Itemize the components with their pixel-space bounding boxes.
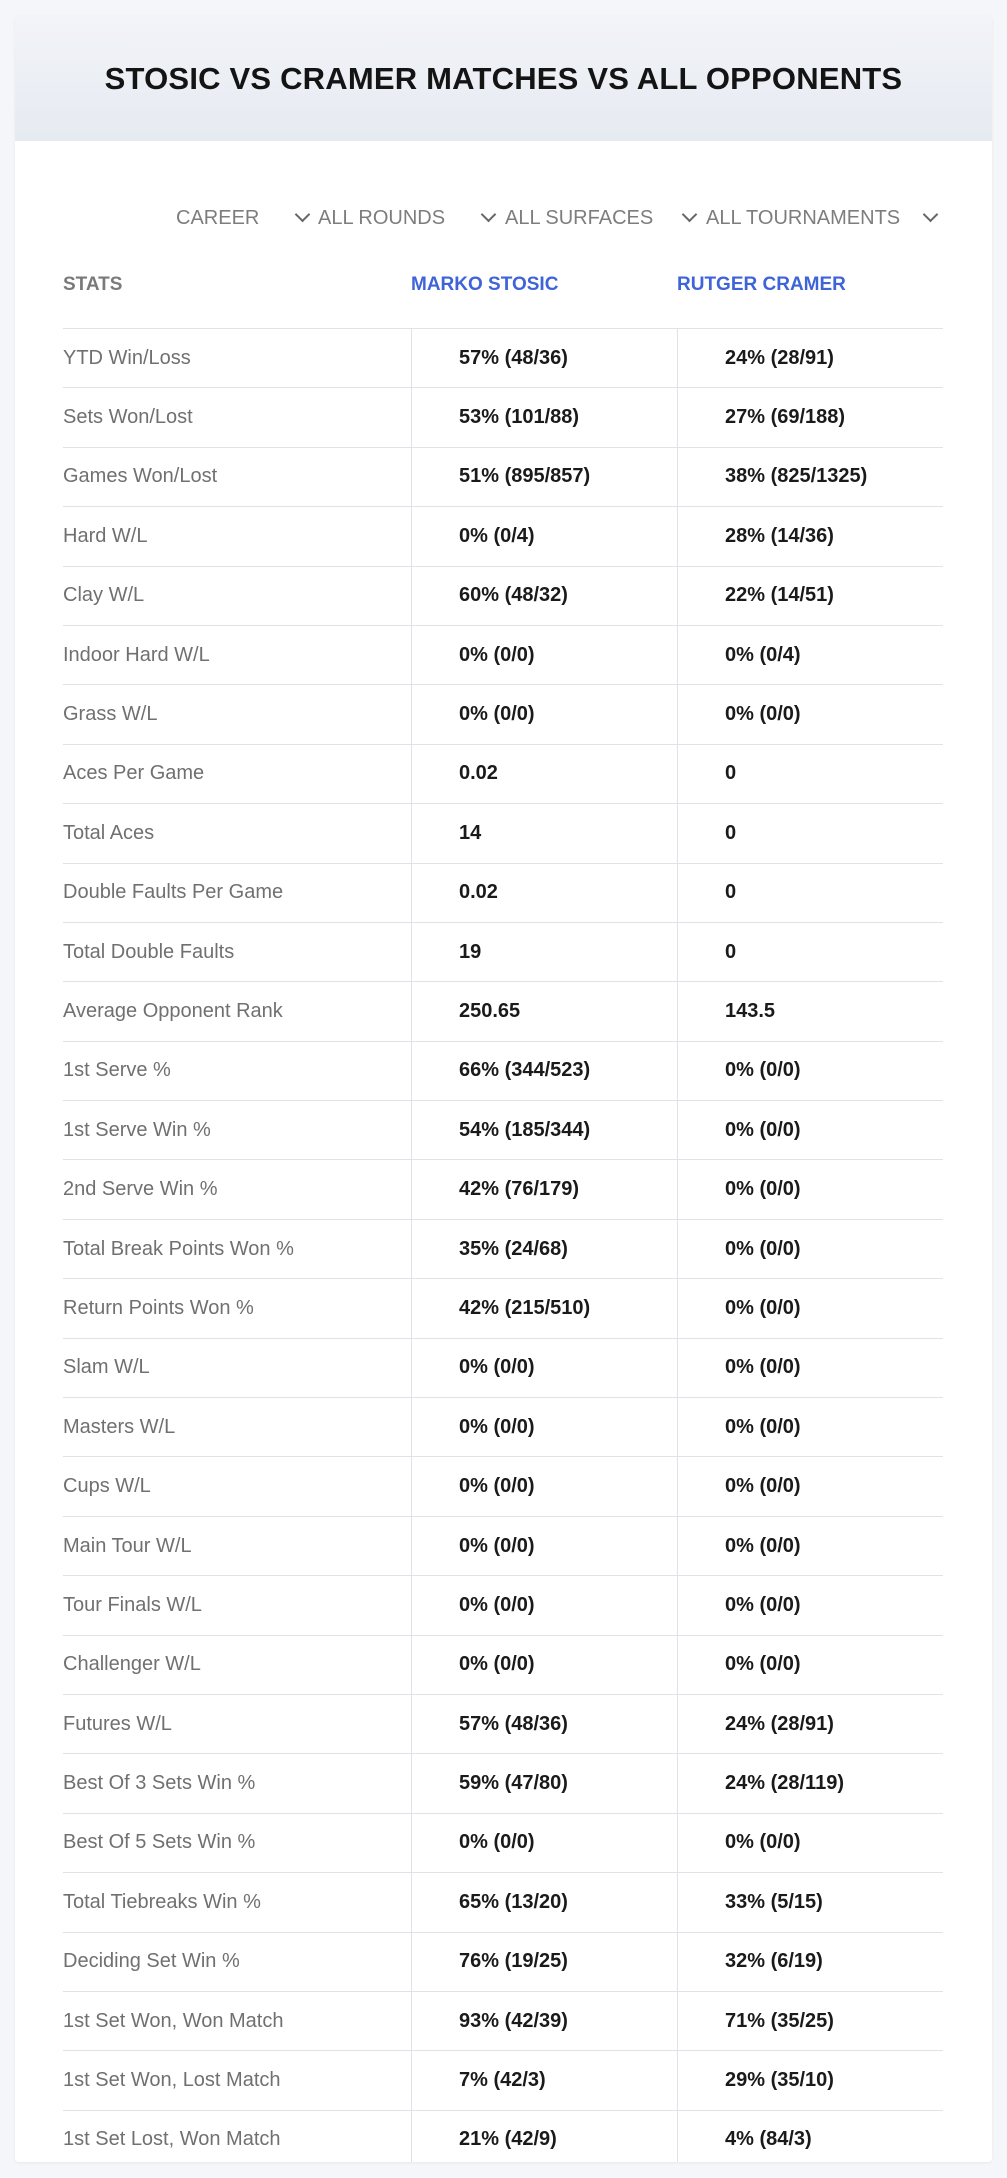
table-row [63,388,943,447]
table-row [63,1339,943,1398]
stat-label: Main Tour W/L [63,1534,192,1557]
player1-value: 0% (0/0) [459,643,535,666]
player2-value: 0 [725,940,737,963]
table-row [63,1279,943,1338]
stat-label: YTD Win/Loss [63,346,191,369]
column-divider [677,567,678,625]
table-row [63,1576,943,1635]
stat-label: Hard W/L [63,524,148,547]
player2-value: 0% (0/0) [725,1475,801,1498]
filter-surfaces[interactable] [505,188,699,248]
table-row [63,1636,943,1695]
table-row [63,745,943,804]
column-divider [411,1814,412,1872]
player1-value: 65% (13/20) [459,1890,568,1913]
player1-value: 59% (47/80) [459,1772,568,1795]
table-row [63,448,943,507]
stat-label: Aces Per Game [63,762,205,785]
stat-label: Grass W/L [63,703,158,726]
table-row [63,923,943,982]
player2-value: 24% (28/91) [725,346,834,369]
player1-value: 0% (0/0) [459,1475,535,1498]
column-divider [411,1457,412,1515]
column-divider [411,2051,412,2109]
column-divider [677,923,678,981]
chevron-down-icon [682,207,698,223]
player2-value: 0% (0/0) [725,1356,801,1379]
stats-card [15,16,992,2162]
table-row [63,1814,943,1873]
chevron-down-icon [295,207,311,223]
column-divider [411,864,412,922]
column-divider [677,1754,678,1812]
column-divider [411,685,412,743]
column-divider [677,1279,678,1337]
player2-value: 38% (825/1325) [725,465,868,488]
column-divider [411,567,412,625]
table-row [63,1873,943,1932]
stat-label: Best Of 5 Sets Win % [63,1831,256,1854]
header-stats: STATS [63,274,123,295]
column-divider [677,1933,678,1991]
stat-label: Clay W/L [63,584,145,607]
player1-value: 0% (0/0) [459,1415,535,1438]
table-row [63,1992,943,2051]
column-divider [411,388,412,446]
column-divider [411,1398,412,1456]
table-row [63,1754,943,1813]
column-divider [677,1814,678,1872]
column-divider [677,1339,678,1397]
filter-surfaces-label: ALL SURFACES [505,206,654,229]
player1-value: 0.02 [459,881,498,904]
player2-value: 33% (5/15) [725,1890,823,1913]
player2-value: 0 [725,762,737,785]
stat-label: Futures W/L [63,1712,172,1735]
column-divider [411,2111,412,2162]
column-divider [677,1398,678,1456]
player1-value: 76% (19/25) [459,1950,568,1973]
table-row [63,329,943,388]
player2-value: 0% (0/0) [725,1118,801,1141]
column-divider [677,329,678,387]
player1-value: 19 [459,940,482,963]
player2-value: 24% (28/119) [725,1772,844,1795]
stat-label: 1st Set Won, Lost Match [63,2069,281,2092]
player1-value: 54% (185/344) [459,1118,591,1141]
stat-label: Average Opponent Rank [63,999,283,1022]
player2-value: 27% (69/188) [725,406,846,429]
column-divider [411,804,412,862]
player1-value: 0% (0/0) [459,1534,535,1557]
column-divider [411,1220,412,1278]
player2-value: 0% (0/0) [725,1831,801,1854]
table-row [63,1933,943,1992]
table-row [63,1398,943,1457]
player2-value: 143.5 [725,999,776,1022]
player1-value: 57% (48/36) [459,1712,568,1735]
player1-value: 60% (48/32) [459,584,568,607]
stat-label: Return Points Won % [63,1296,254,1319]
column-divider [677,1220,678,1278]
column-divider [411,1992,412,2050]
header-player2-link[interactable]: RUTGER CRAMER [677,274,846,295]
column-divider [411,1873,412,1931]
column-divider [411,1279,412,1337]
player1-value: 53% (101/88) [459,406,580,429]
column-divider [411,982,412,1040]
column-divider [677,1517,678,1575]
filter-career-label: CAREER [176,206,260,229]
player1-value: 66% (344/523) [459,1059,591,1082]
player1-value: 0% (0/0) [459,1653,535,1676]
stat-label: 2nd Serve Win % [63,1178,218,1201]
stat-label: Double Faults Per Game [63,881,284,904]
table-row [63,1220,943,1279]
chevron-down-icon [481,207,497,223]
column-divider [677,448,678,506]
column-divider [411,507,412,565]
column-divider [411,329,412,387]
player1-value: 93% (42/39) [459,2009,568,2032]
table-row [63,1695,943,1754]
column-divider [677,1042,678,1100]
table-row [63,567,943,626]
player2-value: 0% (0/0) [725,1534,801,1557]
stat-label: Slam W/L [63,1356,150,1379]
column-divider [677,1101,678,1159]
player2-value: 24% (28/91) [725,1712,834,1735]
filter-bar [15,188,992,248]
player1-value: 42% (76/179) [459,1178,580,1201]
stat-label: Total Break Points Won % [63,1237,294,1260]
stat-label: 1st Serve % [63,1059,171,1082]
filter-rounds[interactable] [318,188,498,248]
player1-value: 7% (42/3) [459,2069,546,2092]
filter-tournaments[interactable] [706,188,940,248]
column-divider [677,685,678,743]
player1-value: 0% (0/0) [459,1831,535,1854]
stat-label: Indoor Hard W/L [63,643,210,666]
card-header [15,16,992,141]
table-row [63,1042,943,1101]
player2-value: 71% (35/25) [725,2009,834,2032]
header-player1-link[interactable]: MARKO STOSIC [411,274,559,295]
player2-value: 0% (0/4) [725,643,801,666]
player2-value: 0% (0/0) [725,1237,801,1260]
table-row [63,2051,943,2110]
player1-value: 0% (0/0) [459,1593,535,1616]
page-title: STOSIC VS CRAMER MATCHES VS ALL OPPONENTS [104,60,903,96]
stat-label: Tour Finals W/L [63,1593,202,1616]
column-divider [677,1576,678,1634]
stats-table [63,252,943,2162]
filter-career[interactable] [176,188,312,248]
player2-value: 0% (0/0) [725,1593,801,1616]
column-divider [677,2051,678,2109]
player1-value: 0% (0/4) [459,524,535,547]
column-divider [677,804,678,862]
table-header [63,252,943,329]
column-divider [677,1992,678,2050]
column-divider [677,864,678,922]
table-row [63,1101,943,1160]
column-divider [677,1160,678,1218]
stat-label: Sets Won/Lost [63,406,193,429]
player1-value: 35% (24/68) [459,1237,568,1260]
column-divider [677,2111,678,2162]
player1-value: 57% (48/36) [459,346,568,369]
stat-label: Best Of 3 Sets Win % [63,1772,256,1795]
table-row [63,626,943,685]
column-divider [411,745,412,803]
column-divider [411,1160,412,1218]
player1-value: 0% (0/0) [459,1356,535,1379]
column-divider [677,1695,678,1753]
column-divider [677,626,678,684]
stat-label: 1st Set Won, Won Match [63,2009,284,2032]
filter-tournaments-label: ALL TOURNAMENTS [706,206,901,229]
player2-value: 0 [725,881,737,904]
player1-value: 250.65 [459,999,521,1022]
player2-value: 0% (0/0) [725,1178,801,1201]
stat-label: Total Double Faults [63,940,235,963]
stat-label: Cups W/L [63,1475,151,1498]
stat-label: Deciding Set Win % [63,1950,240,1973]
table-row [63,1517,943,1576]
player2-value: 28% (14/36) [725,524,834,547]
player2-value: 29% (35/10) [725,2069,834,2092]
player1-value: 14 [459,821,482,844]
table-row [63,507,943,566]
column-divider [411,1101,412,1159]
column-divider [411,1517,412,1575]
column-divider [677,1636,678,1694]
player1-value: 21% (42/9) [459,2128,557,2151]
table-row [63,982,943,1041]
player2-value: 0% (0/0) [725,1296,801,1319]
player2-value: 32% (6/19) [725,1950,823,1973]
player1-value: 51% (895/857) [459,465,591,488]
table-row [63,1457,943,1516]
column-divider [677,507,678,565]
filter-rounds-label: ALL ROUNDS [318,206,446,229]
player2-value: 0% (0/0) [725,1653,801,1676]
stat-label: 1st Serve Win % [63,1118,211,1141]
table-row [63,864,943,923]
table-row [63,1160,943,1219]
column-divider [411,448,412,506]
player2-value: 4% (84/3) [725,2128,812,2151]
column-divider [411,923,412,981]
table-row [63,685,943,744]
player1-value: 0% (0/0) [459,703,535,726]
column-divider [411,1754,412,1812]
table-row [63,2111,943,2162]
player1-value: 42% (215/510) [459,1296,591,1319]
stat-label: 1st Set Lost, Won Match [63,2128,281,2151]
column-divider [677,1873,678,1931]
column-divider [411,1576,412,1634]
chevron-down-icon [923,207,939,223]
player2-value: 0% (0/0) [725,1059,801,1082]
stat-label: Masters W/L [63,1415,176,1438]
column-divider [411,1339,412,1397]
table-body [63,329,943,2162]
column-divider [677,745,678,803]
column-divider [677,388,678,446]
stat-label: Challenger W/L [63,1653,201,1676]
table-row [63,804,943,863]
player2-value: 0 [725,821,737,844]
player2-value: 0% (0/0) [725,703,801,726]
stat-label: Games Won/Lost [63,465,218,488]
column-divider [411,1042,412,1100]
column-divider [411,1695,412,1753]
column-divider [677,1457,678,1515]
player2-value: 0% (0/0) [725,1415,801,1438]
column-divider [411,1933,412,1991]
column-divider [411,1636,412,1694]
stat-label: Total Tiebreaks Win % [63,1890,261,1913]
player2-value: 22% (14/51) [725,584,834,607]
stat-label: Total Aces [63,821,155,844]
player1-value: 0.02 [459,762,498,785]
column-divider [411,626,412,684]
column-divider [677,982,678,1040]
